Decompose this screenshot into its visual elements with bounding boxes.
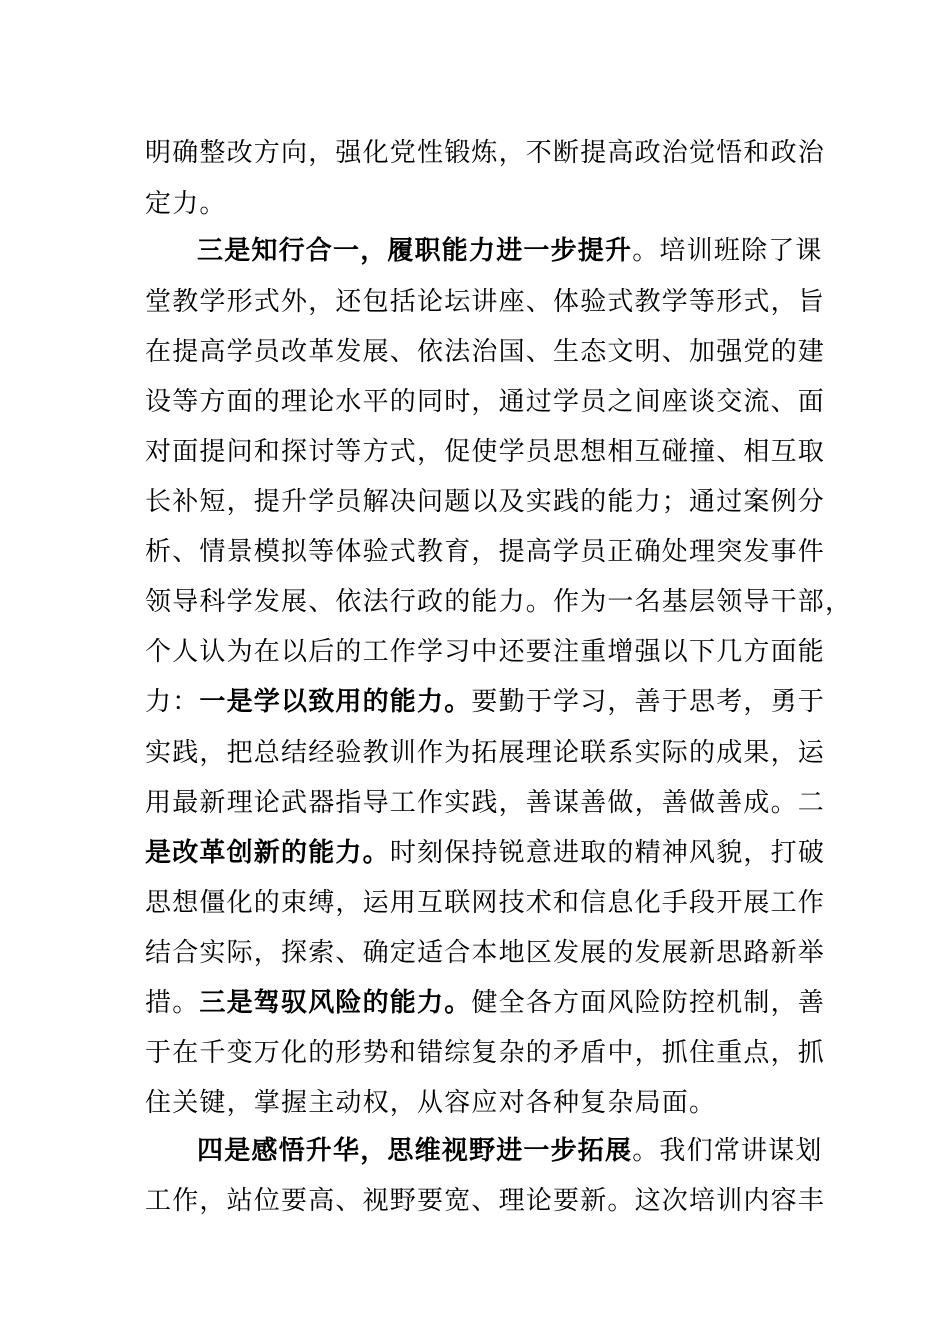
line-text: 在提高学员改革发展、依法治国、生态文明、加强党的建 [145,337,826,367]
line-text: 定力。 [145,189,227,219]
text-line [145,977,825,1029]
text-line [145,276,825,328]
text-line [145,877,825,929]
text-line [145,1077,825,1129]
line-text: 长补短，提升学员解决问题以及实践的能力；通过案例分 [145,487,826,517]
line-text: 领导科学发展、依法行政的能力。作为一名基层领导干部， [145,587,853,617]
subpoint-heading-2: 是改革创新的能力。 [145,838,390,868]
line-text: 结合实际，探索、确定适合本地区发展的发展新思路新举 [145,938,826,968]
text-line [145,127,825,179]
subpoint-heading-3: 三是驾驭风险的能力。 [199,988,472,1018]
line-text: 明确整改方向，强化党性锻炼，不断提高政治觉悟和政治 [145,138,826,168]
line-text: 健全各方面风险防控机制，善 [471,988,826,1018]
text-line [145,676,825,728]
text-line [145,777,825,829]
line-text: 堂教学形式外，还包括论坛讲座、体验式教学等形式，旨 [145,287,826,317]
section-heading-4: 四是感悟升华，思维视野进一步拓展 [197,1136,633,1166]
line-text: 对面提问和探讨等方式，促使学员思想相互碰撞、相互取 [145,437,826,467]
line-text: 。培训班除了课 [632,236,823,266]
text-line [145,1027,825,1079]
line-text: 措。 [145,988,200,1018]
line-text: 用最新理论武器指导工作实践，善谋善做，善做善成。二 [145,788,826,818]
text-line [145,626,825,678]
subpoint-heading-1: 一是学以致用的能力。 [199,687,472,717]
line-text: 思想僵化的束缚，运用互联网技术和信息化手段开展工作 [145,888,826,918]
text-line [145,326,825,378]
text-line [145,376,825,428]
line-text: 力： [145,687,200,717]
line-text: 析、情景模拟等体验式教育，提高学员正确处理突发事件 [145,537,826,567]
section-heading-line [197,1125,825,1177]
line-text: 实践，把总结经验教训作为拓展理论联系实际的成果，运 [145,738,826,768]
text-line [145,927,825,979]
section-heading-line [197,225,825,277]
line-text: 工作，站位要高、视野要宽、理论要新。这次培训内容丰 [145,1186,826,1216]
text-line [145,426,825,478]
text-line [145,727,825,779]
text-line [145,476,825,528]
text-line [145,576,853,628]
line-text: 时刻保持锐意进取的精神风貌，打破 [389,838,826,868]
line-text: 要勤于学习，善于思考，勇于 [471,687,826,717]
text-line [145,827,825,879]
line-text: 于在千变万化的形势和错综复杂的矛盾中，抓住重点，抓 [145,1038,826,1068]
line-text: 设等方面的理论水平的同时，通过学员之间座谈交流、面 [145,387,826,417]
section-heading-3: 三是知行合一，履职能力进一步提升 [197,236,633,266]
line-text: 住关键，掌握主动权，从容应对各种复杂局面。 [145,1088,717,1118]
line-text: 个人认为在以后的工作学习中还要注重增强以下几方面能 [145,637,826,667]
text-line [145,1175,825,1227]
text-line [145,178,825,230]
line-text: 。我们常讲谋划 [632,1136,823,1166]
text-line [145,526,825,578]
